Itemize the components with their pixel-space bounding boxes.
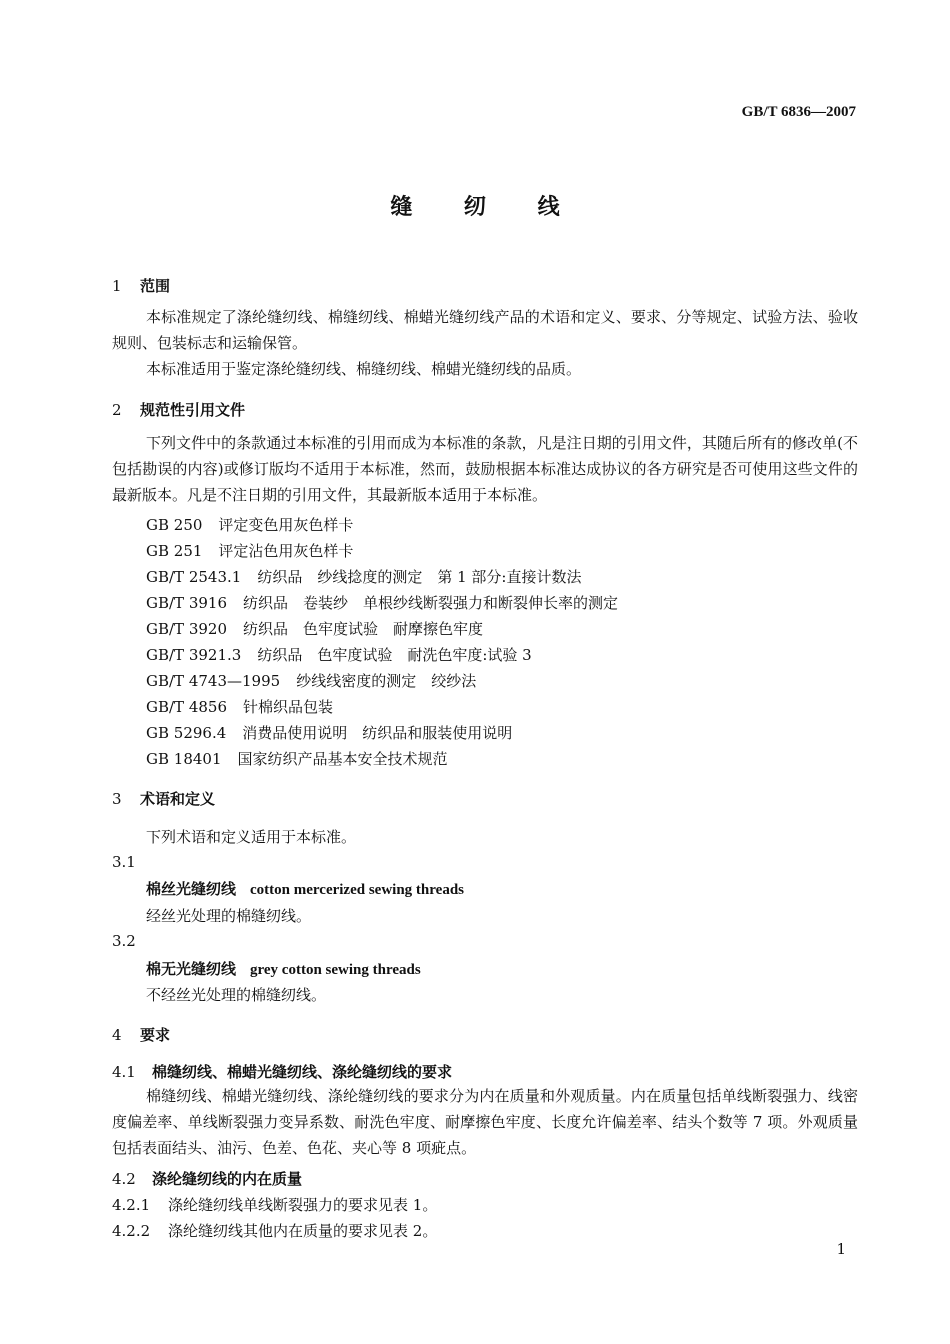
paragraph: 本标准规定了涤纶缝纫线、棉缝纫线、棉蜡光缝纫线产品的术语和定义、要求、分等规定、试验方法、验收规则、包装标志和运输保管。 (112, 308, 858, 352)
term-definition: 不经丝光处理的棉缝纫线。 (146, 986, 327, 1004)
section-title: 要求 (140, 1026, 171, 1044)
reference-title: 纺织品 色牢度试验 耐摩擦色牢度 (243, 620, 484, 638)
reference-code: GB/T 4743—1995 (146, 672, 281, 690)
subsection-title: 棉缝纫线、棉蜡光缝纫线、涤纶缝纫线的要求 (152, 1063, 453, 1081)
reference-item (146, 592, 618, 613)
section-number: 3 (112, 790, 122, 808)
term-definition: 经丝光处理的棉缝纫线。 (146, 907, 312, 925)
reference-code: GB 250 (146, 516, 203, 534)
reference-item (146, 644, 532, 665)
section-2-heading (112, 399, 245, 420)
reference-code: GB/T 3916 (146, 594, 228, 612)
term-number: 3.2 (112, 932, 136, 950)
reference-item (146, 722, 512, 743)
page-number: 1 (836, 1240, 846, 1258)
reference-title: 纺织品 色牢度试验 耐洗色牢度:试验 3 (257, 646, 532, 664)
section-title: 规范性引用文件 (140, 401, 246, 419)
reference-title: 纺织品 纱线捻度的测定 第 1 部分:直接计数法 (257, 568, 582, 586)
term-en: grey cotton sewing threads (250, 962, 421, 978)
reference-title: 消费品使用说明 纺织品和服装使用说明 (242, 724, 513, 742)
reference-code: GB/T 3920 (146, 620, 228, 638)
section-4-heading (112, 1024, 170, 1045)
term-en: cotton mercerized sewing threads (250, 882, 464, 898)
reference-item (146, 748, 448, 769)
reference-code: GB 251 (146, 542, 203, 560)
subsection-number: 4.1 (112, 1063, 136, 1081)
reference-item (146, 696, 333, 717)
clause-text: 涤纶缝纫线单线断裂强力的要求见表 1。 (168, 1196, 438, 1214)
section-title: 范围 (140, 277, 171, 295)
term-name (146, 878, 464, 899)
reference-item (146, 540, 353, 561)
section-1-heading (112, 275, 170, 296)
reference-title: 纱线线密度的测定 绞纱法 (296, 672, 477, 690)
clause-number: 4.2.1 (112, 1196, 151, 1214)
reference-code: GB/T 4856 (146, 698, 228, 716)
reference-item (146, 566, 581, 587)
reference-item (146, 618, 483, 639)
standard-number: GB/T 6836—2007 (741, 104, 856, 120)
reference-title: 纺织品 卷装纱 单根纱线断裂强力和断裂伸长率的测定 (243, 594, 619, 612)
subsection-4-2-heading (112, 1168, 302, 1189)
reference-item (146, 670, 476, 691)
term-number: 3.1 (112, 853, 136, 871)
paragraph: 棉缝纫线、棉蜡光缝纫线、涤纶缝纫线的要求分为内在质量和外观质量。内在质量包括单线断裂强力、线密度偏差率、单线断裂强力变异系数、耐洗色牢度、耐摩擦色牢度、长度允许偏差率、结头个数等 7 项。外观质量包括表面结头、油污、色差、色花、夹心等 8 项疵点。 (112, 1087, 858, 1157)
paragraph: 下列术语和定义适用于本标准。 (146, 828, 357, 846)
term-zh: 棉丝光缝纫线 (146, 880, 237, 898)
reference-code: GB/T 2543.1 (146, 568, 242, 586)
subsection-number: 4.2 (112, 1170, 136, 1188)
section-3-heading (112, 788, 215, 809)
reference-code: GB/T 3921.3 (146, 646, 242, 664)
reference-code: GB 18401 (146, 750, 222, 768)
term-name (146, 958, 421, 979)
paragraph: 本标准适用于鉴定涤纶缝纫线、棉缝纫线、棉蜡光缝纫线的品质。 (146, 360, 582, 378)
reference-title: 针棉织品包装 (243, 698, 334, 716)
term-zh: 棉无光缝纫线 (146, 960, 237, 978)
reference-code: GB 5296.4 (146, 724, 227, 742)
paragraph: 下列文件中的条款通过本标准的引用而成为本标准的条款，凡是注日期的引用文件，其随后所有的修改单(不包括勘误的内容)或修订版均不适用于本标准，然而，鼓励根据本标准达成协议的各方研究是否可使用这些文件的最新版本。凡是不注日期的引用文件，其最新版本适用于本标准。 (112, 434, 858, 504)
document-title: 缝 纫 线 (390, 194, 582, 220)
section-number: 4 (112, 1026, 122, 1044)
reference-title: 评定沾色用灰色样卡 (218, 542, 354, 560)
clause-4-2-1 (112, 1192, 858, 1218)
clause-text: 涤纶缝纫线其他内在质量的要求见表 2。 (168, 1222, 438, 1240)
clause-4-2-2 (112, 1218, 858, 1244)
clause-number: 4.2.2 (112, 1222, 151, 1240)
section-number: 2 (112, 401, 122, 419)
subsection-4-1-heading (112, 1061, 452, 1082)
reference-title: 国家纺织产品基本安全技术规范 (237, 750, 448, 768)
reference-title: 评定变色用灰色样卡 (218, 516, 354, 534)
subsection-title: 涤纶缝纫线的内在质量 (152, 1170, 303, 1188)
reference-item (146, 514, 353, 535)
section-number: 1 (112, 277, 122, 295)
section-title: 术语和定义 (140, 790, 216, 808)
